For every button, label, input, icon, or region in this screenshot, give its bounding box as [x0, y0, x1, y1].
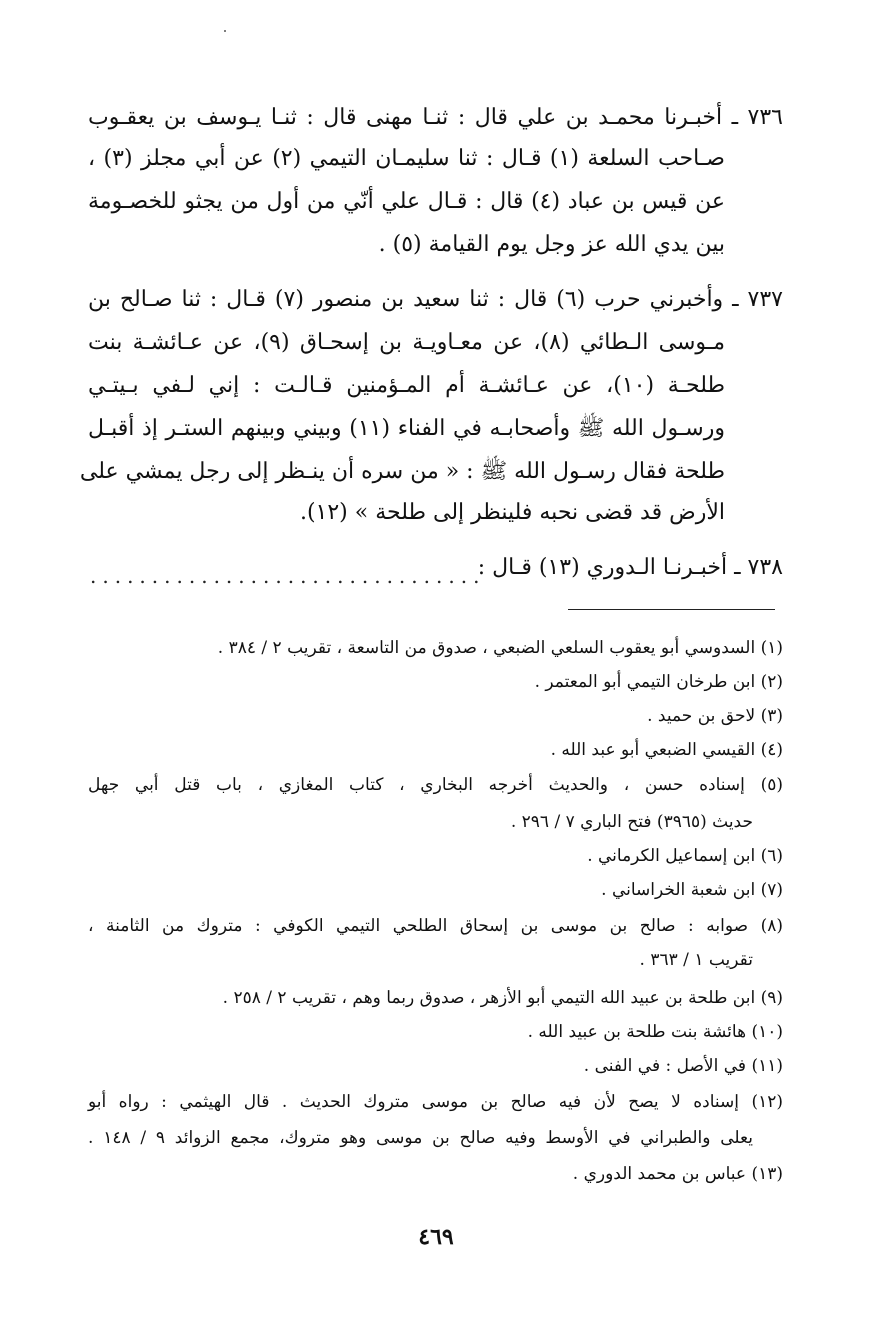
footnote-12-cont: يعلى والطبراني في الأوسط وفيه صالح بن موسى وهو متروك، مجمع الزوائد ٩ / ١٤٨ .: [88, 1128, 753, 1148]
footnote-10: (١٠) هائشة بنت طلحة بن عبيد الله .: [527, 1022, 783, 1042]
entry-line: صـاحب السلعة (١) قـال : ثنا سليمـان التيمي (٢) عن أبي مجلز (٣) ،: [88, 146, 725, 171]
entry-line: طلحة فقال رسـول الله ﷺ : « من سره أن ينـظر إلى رجل يمشي على: [79, 459, 725, 484]
footnote-3: (٣) لاحق بن حميد .: [647, 706, 783, 726]
entry-line: ٧٣٧ ـ وأخبرني حرب (٦) قال : ثنا سعيد بن منصور (٧) قـال : ثنا صـالح بن: [88, 287, 783, 312]
entry-line: طلحـة (١٠)، عن عـائشـة أم المـؤمنين قـالـت : إني لـفي بـيتـي: [88, 373, 726, 398]
footnote-12: (١٢) إسناده لا يصح لأن فيه صالح بن موسى متروك الحديث . قال الهيثمي : رواه أبو: [88, 1092, 783, 1112]
entry-line: بين يدي الله عز وجل يوم القيامة (٥) .: [378, 232, 725, 257]
footnote-5-cont: حديث (٣٩٦٥) فتح الباري ٧ / ٢٩٦ .: [510, 812, 753, 832]
footnote-6: (٦) ابن إسماعيل الكرماني .: [587, 846, 783, 866]
footnote-8: (٨) صوابه : صالح بن موسى بن إسحاق الطلحي التيمي الكوفي : متروك من الثامنة ،: [88, 916, 783, 936]
footnote-9: (٩) ابن طلحة بن عبيد الله التيمي أبو الأزهر ، صدوق ربما وهم ، تقريب ٢ / ٢٥٨ .: [222, 988, 783, 1008]
continuation-dots: ................................: [90, 564, 486, 588]
entry-line: ٧٣٦ ـ أخبـرنا محمـد بن علي قال : ثنـا مهنى قال : ثنـا يـوسف بن يعقـوب: [88, 105, 783, 130]
footnote-2: (٢) ابن طرخان التيمي أبو المعتمر .: [534, 672, 783, 692]
footnote-4: (٤) القيسي الضبعي أبو عبد الله .: [550, 740, 783, 760]
page-number: ٤٦٩: [418, 1224, 454, 1250]
entry-line: مـوسى الـطائي (٨)، عن معـاويـة بن إسحـاق (٩)، عن عـائشـة بنت: [88, 330, 725, 355]
footnote-5: (٥) إسناده حسن ، والحديث أخرجه البخاري ، كتاب المغازي ، باب قتل أبي جهل: [88, 775, 783, 795]
footnote-1: (١) السدوسي أبو يعقوب السلعي الضبعي ، صدوق من التاسعة ، تقريب ٢ / ٣٨٤ .: [217, 638, 783, 658]
footnote-11: (١١) في الأصل : في الفنى .: [583, 1056, 783, 1076]
footnote-7: (٧) ابن شعبة الخراساني .: [601, 880, 783, 900]
entry-line: الأرض قد قضى نحبه فلينظر إلى طلحة » (١٢).: [299, 500, 725, 525]
page-speck: [224, 30, 226, 32]
entry-line: ٧٣٨ ـ أخبـرنـا الـدوري (١٣) قـال :: [477, 555, 783, 580]
entry-line: ورسـول الله ﷺ وأصحابـه في الفناء (١١) وبيني وبينهم الستـر إذ أقبـل: [88, 416, 725, 441]
footnote-separator: [568, 609, 775, 610]
footnote-13: (١٣) عباس بن محمد الدوري .: [572, 1164, 783, 1184]
entry-line: عن قيس بن عباد (٤) قال : قـال علي أنّي من أول من يجثو للخصـومة: [88, 189, 725, 214]
footnote-8-cont: تقريب ١ / ٣٦٣ .: [639, 950, 753, 970]
